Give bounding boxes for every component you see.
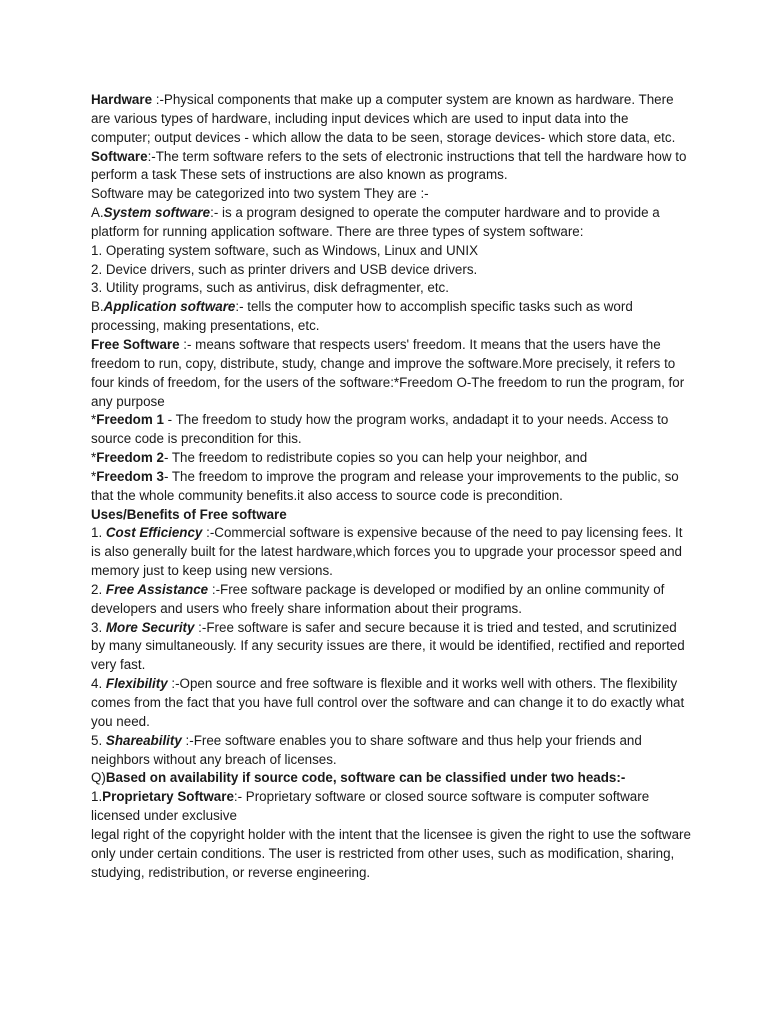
- benefit-continuation: developers and users who freely share information about their programs.: [91, 600, 522, 616]
- document-body: [91, 91, 691, 882]
- freedom-term: Freedom 1: [96, 412, 164, 428]
- free-software-text: :- means software that respects users' freedom. It means that the users have the freedom to run, copy, distribute, study, change and improve the software.More precisely, it refers to four kinds of freedom, for the users of the software:*Freedom O-The freedom to run the program, for any purpose: [91, 336, 685, 409]
- freedom-text: - The freedom to redistribute copies so you can help your neighbor, and: [163, 450, 588, 466]
- freedom-term: Freedom 2: [96, 450, 164, 466]
- system-software-paragraph: [91, 204, 691, 242]
- question-text: Based on availability if source code, software can be classified under two heads:-: [105, 770, 626, 786]
- system-software-item: 1. Operating system software, such as Windows, Linux and UNIX: [91, 242, 479, 258]
- freedom-star: *: [91, 450, 97, 466]
- freedom-star: *: [91, 412, 97, 428]
- proprietary-paragraph: [91, 788, 691, 826]
- benefit-number: 1.: [91, 525, 106, 541]
- benefit-text: :-Open source and free software is flexible and it works well with others. The flexibility comes from the fact that you have full control over the software and can change it to do exactly what you need.: [91, 676, 685, 729]
- freedom-term: Freedom 3: [96, 468, 164, 484]
- benefit-number: 5.: [91, 732, 106, 748]
- system-software-item: 3. Utility programs, such as antivirus, disk defragmenter, etc.: [91, 280, 449, 296]
- software-text: :-The term software refers to the sets of electronic instructions that tell the hardware how to perform a task These sets of instructions are also known as programs.: [91, 148, 687, 183]
- question-paragraph: [91, 769, 691, 788]
- proprietary-term: Proprietary Software: [102, 789, 234, 805]
- freedom-item: [91, 449, 691, 468]
- benefit-term: Cost Efficiency: [105, 525, 203, 541]
- application-software-text: :- tells the computer how to accomplish specific tasks such as word processing, making presentations, etc.: [91, 299, 633, 334]
- application-software-paragraph: [91, 298, 691, 336]
- system-software-text: :- is a program designed to operate the computer hardware and to provide a platform for running application software. There are three types of system software:: [91, 205, 660, 239]
- benefit-text: :-Free software package is developed or modified by an online community of: [208, 581, 665, 597]
- benefit-term: More Security: [105, 619, 195, 635]
- hardware-paragraph: [91, 91, 691, 148]
- proprietary-text: :- Proprietary software or closed source software is computer software licensed under exclusive: [91, 789, 650, 824]
- freedom-text: - The freedom to study how the program works, andadapt it to your needs. Access to source code is precondition for this.: [91, 412, 669, 447]
- application-software-prefix: B.: [91, 299, 104, 315]
- system-software-term: System software: [103, 205, 211, 221]
- benefit-text: :-Commercial software is expensive because of the need to pay licensing fees. It is also generally built for the latest hardware,which forces you to upgrade your processor speed and memory just to keep using new versions.: [91, 525, 683, 579]
- benefit-item: [91, 732, 691, 770]
- application-software-term: Application software: [103, 299, 236, 315]
- benefit-text: :-Free software enables you to share software and thus help your friends and neighbors without any breach of licenses.: [91, 732, 642, 767]
- proprietary-continuation: legal right of the copyright holder with the intent that the licensee is given the right to use the software only under certain conditions. The user is restricted from other uses, such as modification, sharing, studying, redistribution, or reverse engineering.: [91, 826, 691, 880]
- uses-heading: Uses/Benefits of Free software: [91, 506, 287, 522]
- benefit-item: [91, 581, 691, 600]
- software-term: Software: [91, 148, 148, 164]
- benefit-item: [91, 619, 691, 676]
- freedom-item: [91, 468, 691, 506]
- freedom-star: *: [91, 468, 97, 484]
- freedom-text: - The freedom to improve the program and release your improvements to the public, so that the whole community benefits.it also access to source code is precondition.: [91, 468, 679, 503]
- benefit-text: :-Free software is safer and secure because it is tried and tested, and scrutinized by many simultaneously. If any security issues are there, it would be identified, rectified and reported very fast.: [91, 619, 685, 673]
- benefit-item: [91, 675, 691, 732]
- question-prefix: Q): [91, 770, 106, 786]
- system-software-prefix: A.: [91, 205, 104, 221]
- benefit-number: 3.: [91, 619, 106, 635]
- free-software-paragraph: [91, 336, 691, 411]
- benefit-term: Flexibility: [105, 676, 168, 692]
- categorized-line: Software may be categorized into two system They are :-: [91, 186, 429, 202]
- benefit-term: Free Assistance: [105, 581, 209, 597]
- benefit-item: [91, 524, 691, 581]
- system-software-item: 2. Device drivers, such as printer drivers and USB device drivers.: [91, 261, 478, 277]
- benefit-term: Shareability: [105, 732, 182, 748]
- software-paragraph: [91, 148, 691, 186]
- benefit-number: 4.: [91, 676, 106, 692]
- free-software-term: Free Software: [91, 336, 180, 352]
- hardware-text: :-Physical components that make up a computer system are known as hardware. There are various types of hardware, including input devices which are used to input data into the computer; output devices - which allow the data to be seen, storage devices- which store data, etc.: [91, 92, 676, 145]
- freedom-item: [91, 411, 691, 449]
- benefit-number: 2.: [91, 581, 106, 597]
- hardware-term: Hardware: [91, 92, 153, 107]
- proprietary-prefix: 1.: [91, 789, 103, 805]
